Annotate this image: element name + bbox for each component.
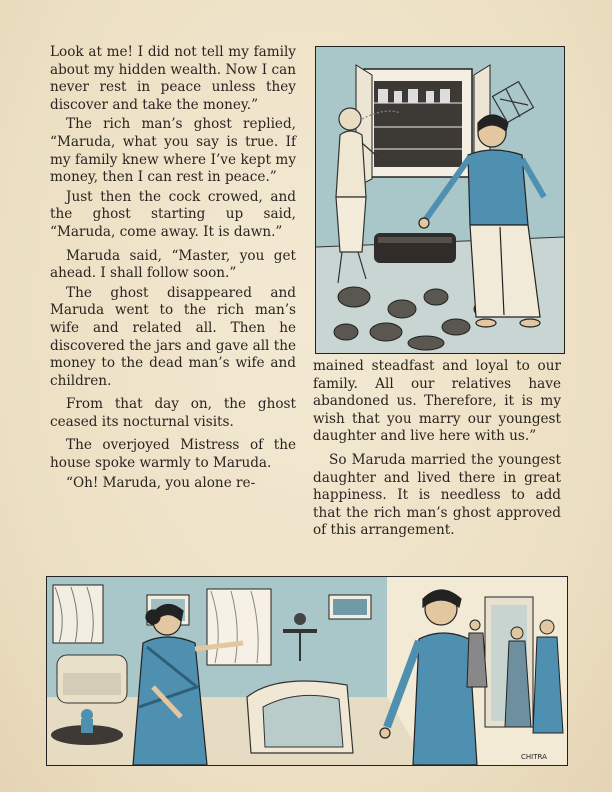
- illustration-drawing: [47, 577, 567, 765]
- paragraph: So Maruda married the youngest daughter and lived there in great happiness. It is needless to add that the rich man’s ghost approved of this arrangement.: [313, 451, 561, 539]
- illustration-drawing: [316, 47, 564, 353]
- paragraph: The overjoyed Mistress of the house spoke warmly to Maruda.: [50, 437, 296, 472]
- paragraph: Just then the cock crowed, and the ghost starting up said, “Maruda, come away. It is dawn.”: [50, 188, 296, 240]
- paragraph: The ghost disappeared and Maruda went to the rich man’s wife and related all. Then he discovered the jars and gave all the money to the dead man’s wife and children.: [50, 284, 296, 389]
- paragraph: Look at me! I did not tell my family about my hidden wealth. Now I can never rest in peace unless they discover and take the money.”: [50, 44, 296, 113]
- paragraph: From that day on, the ghost ceased its nocturnal visits.: [50, 396, 296, 430]
- ghost-and-maruda-illustration: [315, 46, 565, 354]
- paragraph: Maruda said, “Master, you get ahead. I shall follow soon.”: [50, 247, 296, 282]
- paragraph: mained steadfast and loyal to our family. All our relatives have abandoned us. Therefore, it is my wish that you marry our youngest daughter and live here with us.”: [313, 358, 561, 445]
- left-text-column: [50, 44, 296, 492]
- right-text-column: [313, 358, 561, 540]
- artist-signature: CHITRA: [521, 753, 547, 761]
- paragraph: “Oh! Maruda, you alone re-: [66, 474, 256, 491]
- paragraph: The rich man’s ghost replied, “Maruda, what you say is true. If my family knew where I’ve kept my money, then I can rest in peace.”: [50, 116, 296, 186]
- mistress-and-maruda-illustration: [46, 576, 568, 766]
